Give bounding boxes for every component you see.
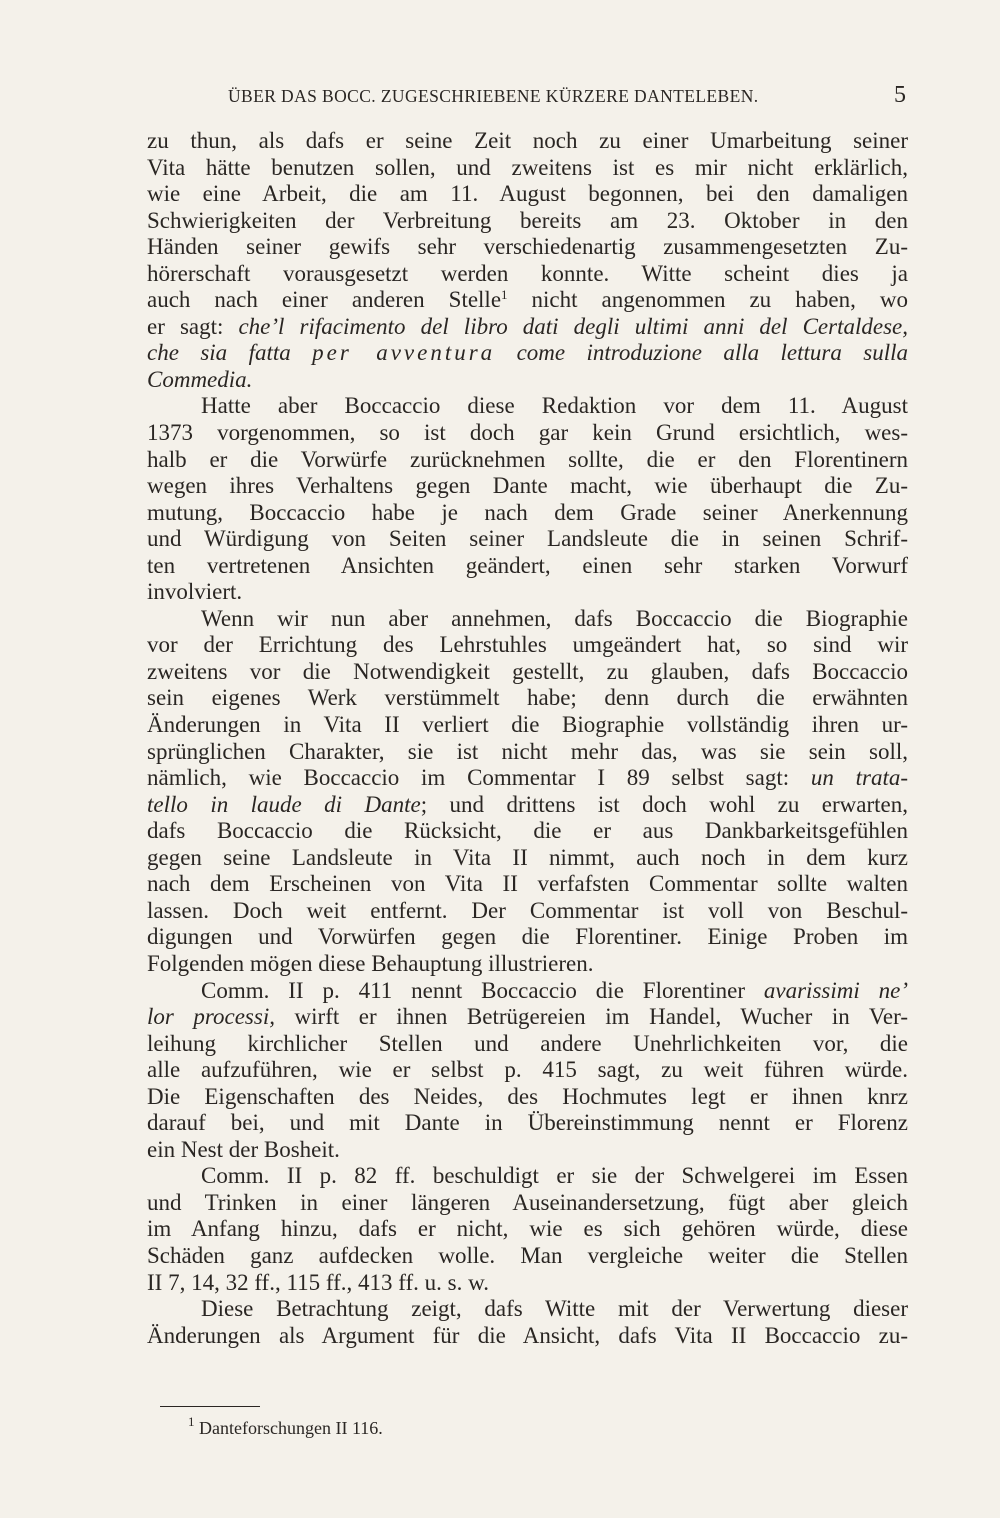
text-line [147, 818, 908, 845]
text-line [147, 393, 908, 420]
text-run: Schwierigkeiten der Verbreitung bereits am 23. Oktober in den [147, 207, 908, 233]
text-run: ten vertretenen Ansichten geändert, einen sehr starken Vorwurf [147, 552, 908, 578]
text-run: wirft er ihnen Betrügereien im Handel, Wucher in Ver- [274, 1004, 908, 1030]
footnote-reference: 1 [501, 287, 508, 303]
text-line [147, 978, 908, 1005]
text-run: wegen ihres Verhaltens gegen Dante macht, wie überhaupt die Zu- [147, 473, 908, 499]
text-run: im Anfang hinzu, dafs er nicht, wie es sich gehören würde, diese [147, 1216, 908, 1242]
text-run: nach dem Erscheinen von Vita II verfafsten Commentar sollte walten [147, 871, 908, 897]
text-run: per avventura [312, 340, 496, 366]
text-run: lor processi, [147, 1004, 275, 1030]
text-run: Händen seiner gewifs sehr verschiedenartig zusammengesetzten Zu- [147, 234, 908, 260]
text-line [147, 181, 908, 208]
text-line [147, 1057, 908, 1084]
page-header [228, 84, 906, 110]
text-run: Die Eigenschaften des Neides, des Hochmutes legt er ihnen knrz [147, 1083, 908, 1109]
text-run: Folgenden mögen diese Behauptung illustrieren. [147, 950, 594, 976]
text-line [147, 659, 908, 686]
text-line [147, 314, 908, 341]
text-run: Comm. II p. 82 ff. beschuldigt er sie der Schwelgerei im Essen [201, 1163, 908, 1189]
text-run: dafs Boccaccio die Rücksicht, die er aus Dankbarkeitsgefühlen [147, 818, 908, 844]
text-run: Comm. II p. 411 nennt Boccaccio die Florentiner [201, 977, 764, 1003]
text-run: halb er die Vorwürfe zurücknehmen sollte, die er den Florentinern [147, 446, 908, 472]
text-line [147, 287, 908, 314]
text-run: tello in laude di Dante [147, 791, 421, 817]
text-run: gegen seine Landsleute in Vita II nimmt, auch noch in dem kurz [147, 844, 908, 870]
text-line [147, 473, 908, 500]
text-line [147, 1243, 908, 1270]
text-line [147, 685, 908, 712]
footnote [188, 1414, 383, 1439]
text-run: un trata- [810, 765, 908, 791]
text-run: ein Nest der Bosheit. [147, 1136, 340, 1162]
text-line [147, 1296, 908, 1323]
text-line [147, 1110, 908, 1137]
paragraph [147, 606, 908, 978]
text-run: involviert. [147, 579, 243, 605]
text-line [147, 871, 908, 898]
paragraph [147, 128, 908, 393]
text-line [147, 208, 908, 235]
paragraph [147, 1163, 908, 1296]
text-run: zu thun, als dafs er seine Zeit noch zu einer Umarbeitung seiner [147, 128, 908, 153]
text-run: che sia fatta [147, 340, 313, 366]
text-line [147, 526, 908, 553]
text-line [147, 234, 908, 261]
text-run: digungen und Vorwürfen gegen die Florentiner. Einige Proben im [147, 924, 908, 950]
text-line [147, 792, 908, 819]
text-line [147, 712, 908, 739]
footnote-marker: 1 [188, 1414, 195, 1429]
paragraph [147, 393, 908, 605]
text-line [147, 632, 908, 659]
text-line [147, 765, 908, 792]
text-line [147, 1163, 908, 1190]
text-run: Diese Betrachtung zeigt, dafs Witte mit der Verwertung dieser [201, 1296, 908, 1322]
text-line [147, 420, 908, 447]
footnote-text: Danteforschungen II 116. [194, 1418, 383, 1438]
text-line [147, 1216, 908, 1243]
text-line [147, 1137, 908, 1164]
text-line [147, 447, 908, 474]
text-run: hörerschaft vorausgesetzt werden konnte. Witte scheint dies ja [147, 260, 908, 286]
text-run: mutung, Boccaccio habe je nach dem Grade seiner Anerkennung [147, 499, 908, 525]
text-line [147, 367, 908, 394]
text-run: leihung kirchlicher Stellen und andere Unehrlichkeiten vor, die [147, 1030, 908, 1056]
text-run: Schäden ganz aufdecken wolle. Man vergleiche weiter die Stellen [147, 1242, 908, 1268]
text-line [147, 606, 908, 633]
text-run: zweitens vor die Notwendigkeit gestellt, zu glauben, dafs Boccaccio [147, 658, 908, 684]
text-line [147, 951, 908, 978]
body-text [147, 128, 908, 1349]
text-line [147, 1031, 908, 1058]
text-run: und Trinken in einer längeren Auseinandersetzung, fügt aber gleich [147, 1189, 908, 1215]
text-run: Hatte aber Boccaccio diese Redaktion vor dem 11. August [201, 393, 908, 419]
text-line [147, 739, 908, 766]
text-run: nicht angenommen zu haben, wo [507, 287, 908, 313]
text-line [147, 261, 908, 288]
text-run: alle aufzuführen, wie er selbst p. 415 sagt, zu weit führen würde. [147, 1057, 908, 1083]
text-run: er sagt: [147, 313, 239, 339]
text-run: und Würdigung von Seiten seiner Landsleute die in seinen Schrif- [147, 526, 908, 552]
text-run: vor der Errichtung des Lehrstuhles umgeändert hat, so sind wir [147, 632, 908, 658]
text-run: come introduzione alla lettura sulla [495, 340, 908, 366]
text-line [147, 500, 908, 527]
text-line [147, 924, 908, 951]
text-run: sein eigenes Werk verstümmelt habe; denn durch die erwähnten [147, 685, 908, 711]
text-run: auch nach einer anderen Stelle [147, 287, 502, 313]
text-run: avarissimi ne’ [763, 977, 908, 1003]
text-run: wie eine Arbeit, die am 11. August begonnen, bei den damaligen [147, 181, 908, 207]
text-line [147, 1323, 908, 1350]
text-line [147, 340, 908, 367]
text-run: Änderungen in Vita II verliert die Biographie vollständig ihren ur- [147, 712, 908, 738]
text-line [147, 1270, 908, 1297]
running-title: ÜBER DAS BOCC. ZUGESCHRIEBENE KÜRZERE DANTELEBEN. [228, 86, 759, 106]
text-line [147, 128, 908, 155]
text-run: Commedia. [147, 366, 253, 392]
text-line [147, 1084, 908, 1111]
text-run: 1373 vorgenommen, so ist doch gar kein Grund ersichtlich, wes- [147, 420, 908, 446]
text-line [147, 553, 908, 580]
text-line [147, 155, 908, 182]
page-number: 5 [894, 82, 906, 108]
paragraph [147, 1296, 908, 1349]
text-line [147, 1004, 908, 1031]
text-run: Wenn wir nun aber annehmen, dafs Boccaccio die Biographie [201, 605, 908, 631]
text-line [147, 898, 908, 925]
text-run: sprünglichen Charakter, sie ist nicht mehr das, was sie sein soll, [147, 738, 908, 764]
text-line [147, 845, 908, 872]
text-run: nämlich, wie Boccaccio im Commentar I 89 selbst sagt: [147, 765, 811, 791]
text-run: darauf bei, und mit Dante in Übereinstimmung nennt er Florenz [147, 1110, 908, 1136]
text-line [147, 579, 908, 606]
text-line [147, 1190, 908, 1217]
footnote-rule [160, 1406, 260, 1407]
text-run: Änderungen als Argument für die Ansicht, dafs Vita II Boccaccio zu- [147, 1322, 908, 1348]
text-run: ; und drittens ist doch wohl zu erwarten, [420, 791, 908, 817]
paragraph [147, 978, 908, 1164]
text-run: II 7, 14, 32 ff., 115 ff., 413 ff. u. s. w. [147, 1269, 489, 1295]
text-run: lassen. Doch weit entfernt. Der Commentar ist voll von Beschul- [147, 897, 908, 923]
text-run: che’l rifacimento del libro dati degli ultimi anni del Certaldese, [238, 313, 908, 339]
text-run: Vita hätte benutzen sollen, und zweitens ist es mir nicht erklärlich, [147, 154, 908, 180]
